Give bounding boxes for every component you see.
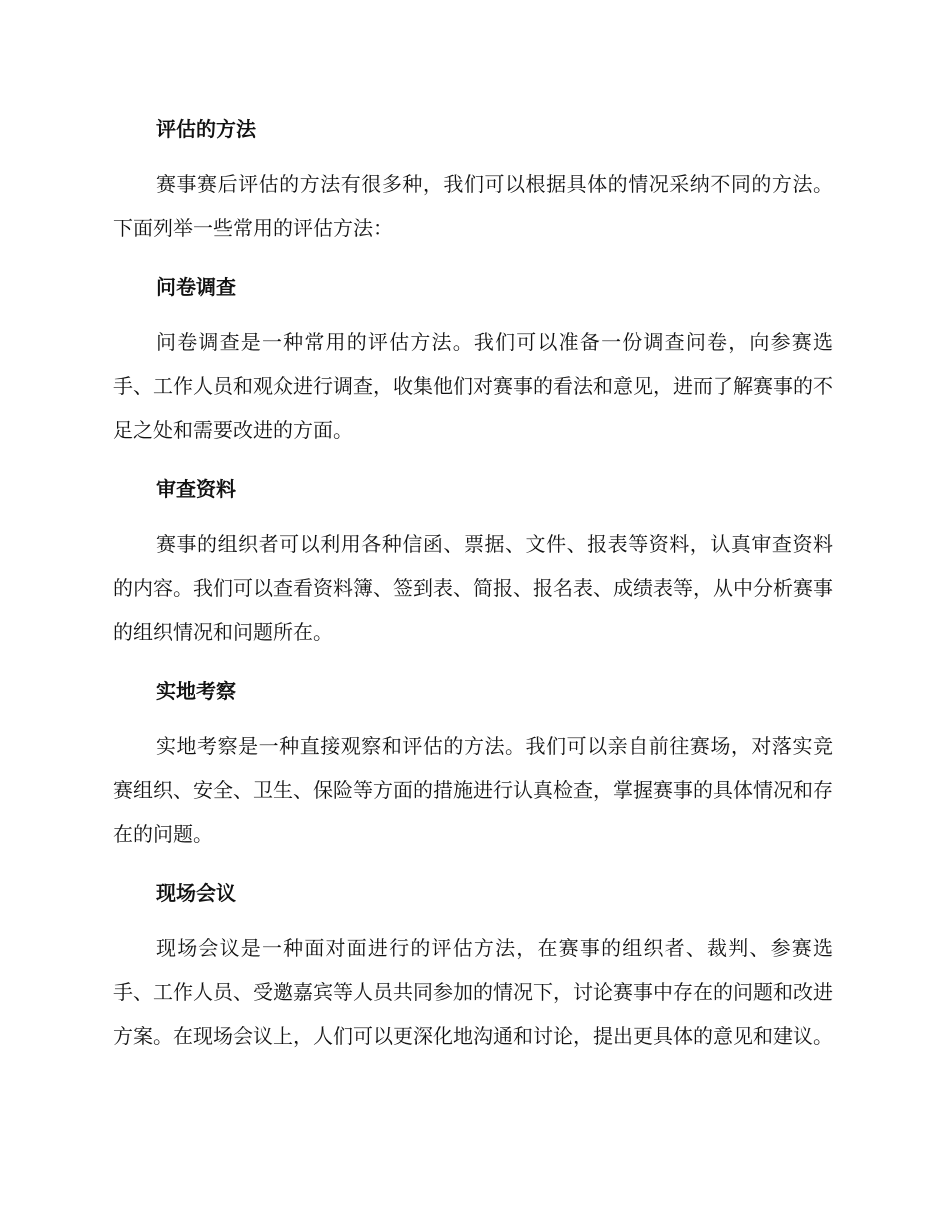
section-paragraph: 实地考察是一种直接观察和评估的方法。我们可以亲自前往赛场，对落实竞赛组织、安全、卫生、保险等方面的措施进行认真检查，掌握赛事的具体情况和存在的问题。 [113, 734, 833, 846]
section-heading: 问卷调查 [156, 275, 236, 299]
section-site-inspection [113, 670, 833, 856]
section-evaluation-methods [113, 108, 833, 250]
section-heading: 实地考察 [156, 679, 236, 703]
section-document-review [113, 468, 833, 654]
section-questionnaire [113, 266, 833, 452]
section-paragraph: 现场会议是一种面对面进行的评估方法，在赛事的组织者、裁判、参赛选手、工作人员、受邀嘉宾等人员共同参加的情况下，讨论赛事中存在的问题和改进方案。在现场会议上，人们可以更深化地沟通和讨论，提出更具体的意见和建议。 [113, 936, 833, 1048]
section-paragraph: 赛事赛后评估的方法有很多种，我们可以根据具体的情况采纳不同的方法。下面列举一些常用的评估方法： [113, 172, 833, 240]
section-onsite-meeting [113, 872, 833, 1058]
section-paragraph: 赛事的组织者可以利用各种信函、票据、文件、报表等资料，认真审查资料的内容。我们可以查看资料簿、签到表、简报、报名表、成绩表等，从中分析赛事的组织情况和问题所在。 [113, 532, 833, 644]
section-paragraph: 问卷调查是一种常用的评估方法。我们可以准备一份调查问卷，向参赛选手、工作人员和观众进行调查，收集他们对赛事的看法和意见，进而了解赛事的不足之处和需要改进的方面。 [113, 330, 833, 442]
section-heading: 审查资料 [156, 477, 236, 501]
section-heading: 现场会议 [156, 881, 236, 905]
section-heading: 评估的方法 [156, 117, 256, 141]
document-content [113, 108, 833, 1058]
